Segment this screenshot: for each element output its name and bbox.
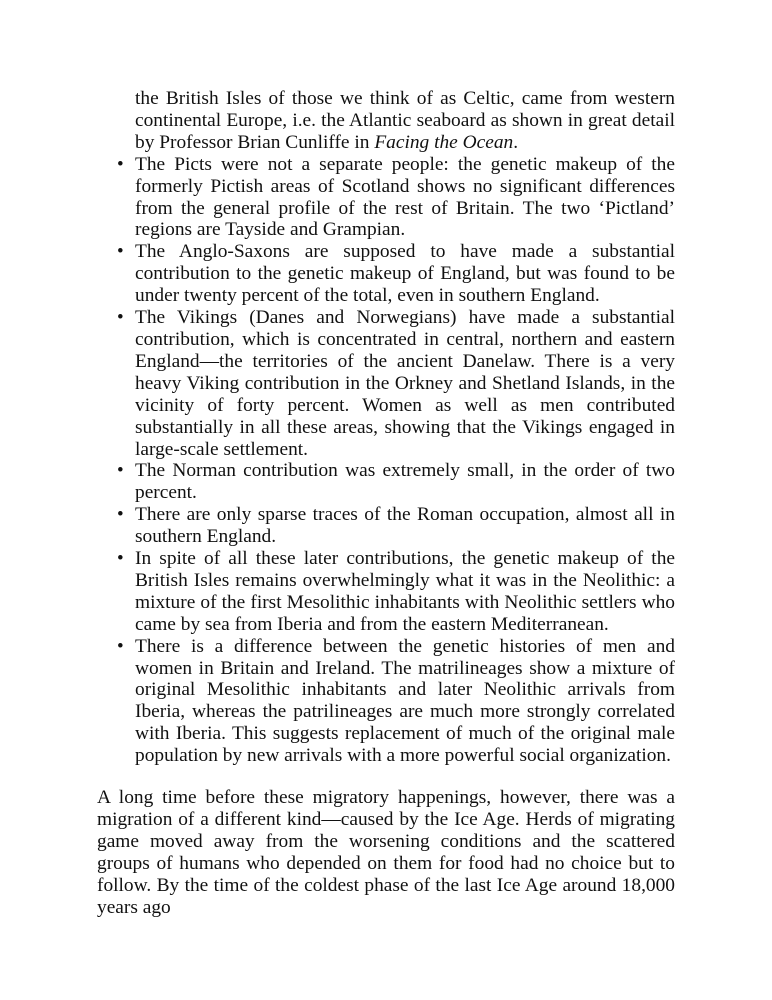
list-item <box>97 548 675 636</box>
closing-paragraph: A long time before these migratory happenings, however, there was a migration of a different kind—caused by the Ice Age. Herds of migrating game moved away from the worsening conditions and the scattered groups of humans who depended on them for food had no choice but to follow. By the time of the coldest phase of the last Ice Age around 18,000 years ago <box>97 787 675 918</box>
book-title: Facing the Ocean <box>374 131 514 153</box>
bullet-icon: • <box>117 241 124 263</box>
intro-text: the British Isles of those we think of as Celtic, came from western continental Europe, i.e. the Atlantic seaboard as shown in great detail by Professor Brian Cunliffe in <box>135 88 675 153</box>
list-item <box>97 460 675 504</box>
bullet-icon: • <box>117 635 124 657</box>
list-item <box>97 154 675 242</box>
bullet-list <box>97 154 675 767</box>
list-item <box>97 636 675 767</box>
list-item-text: There is a difference between the genetic histories of men and women in Britain and Ireland. The matrilineages show a mixture of original Mesolithic inhabitants and later Neolithic arrivals from Iberia, whereas the patrilineages are much more strongly correlated with Iberia. This suggests replacement of much of the original male population by new arrivals with a more powerful social organization. <box>135 635 675 767</box>
bullet-icon: • <box>117 307 124 329</box>
list-item-text: In spite of all these later contributions, the genetic makeup of the British Isles remains overwhelmingly what it was in the Neolithic: a mixture of the first Mesolithic inhabitants with Neolithic settlers who came by sea from Iberia and from the eastern Mediterranean. <box>135 548 675 635</box>
bullet-icon: • <box>117 548 124 570</box>
intro-continuation <box>135 88 675 154</box>
list-item-text: The Picts were not a separate people: the genetic makeup of the formerly Pictish areas of Scotland shows no significant differences from the general profile of the rest of Britain. The two ‘Pictland’ regions are Tayside and Grampian. <box>135 153 675 241</box>
intro-end: . <box>513 131 519 153</box>
list-item <box>97 504 675 548</box>
bullet-icon: • <box>117 153 124 175</box>
list-item-text: The Anglo-Saxons are supposed to have made a substantial contribution to the genetic makeup of England, but was found to be under twenty percent of the total, even in southern England. <box>135 241 675 307</box>
list-item <box>97 307 675 460</box>
list-item-text: There are only sparse traces of the Roman occupation, almost all in southern England. <box>135 504 675 548</box>
list-item-text: The Vikings (Danes and Norwegians) have made a substantial contribution, which is concentrated in central, northern and eastern England—the territories of the ancient Danelaw. There is a very heavy Viking contribution in the Orkney and Shetland Islands, in the vicinity of forty percent. Women as well as men contributed substantially in all these areas, showing that the Vikings engaged in large-scale settlement. <box>135 307 675 460</box>
bullet-icon: • <box>117 460 124 482</box>
list-item <box>97 241 675 307</box>
list-item-text: The Norman contribution was extremely small, in the order of two percent. <box>135 460 675 504</box>
page-body <box>97 88 675 919</box>
bullet-icon: • <box>117 504 124 526</box>
